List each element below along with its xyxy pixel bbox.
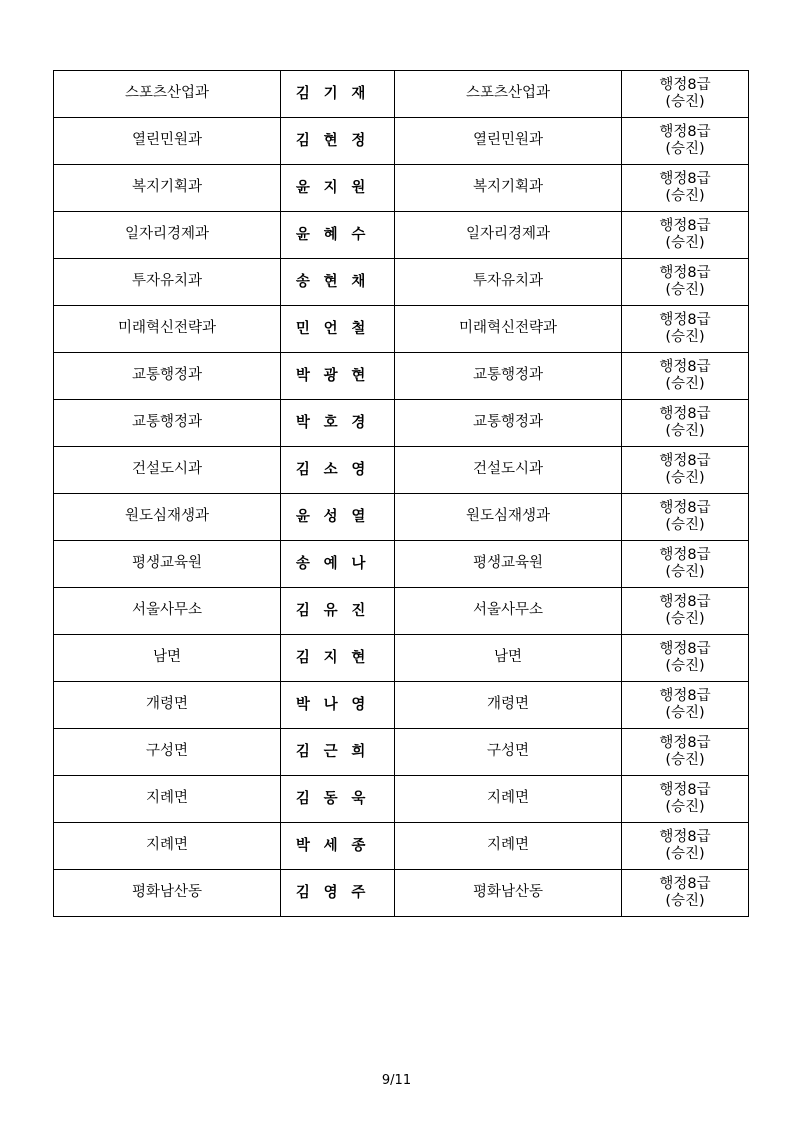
grade-cell	[622, 729, 749, 776]
new-department-cell: 평생교육원	[395, 541, 622, 588]
new-department-cell: 열린민원과	[395, 118, 622, 165]
promotion-note: (승진)	[665, 705, 705, 721]
table-row	[54, 776, 749, 823]
current-department-cell: 투자유치과	[54, 259, 281, 306]
promotion-note: (승진)	[665, 752, 705, 768]
current-department-cell: 평생교육원	[54, 541, 281, 588]
new-department-cell: 교통행정과	[395, 353, 622, 400]
promotion-note: (승진)	[665, 423, 705, 439]
grade-cell	[622, 541, 749, 588]
grade-cell	[622, 353, 749, 400]
employee-name-cell: 박광현	[281, 353, 395, 400]
new-department-cell: 서울사무소	[395, 588, 622, 635]
current-department-cell: 평화남산동	[54, 870, 281, 917]
employee-name-cell: 송현채	[281, 259, 395, 306]
employee-name-cell: 민언철	[281, 306, 395, 353]
promotion-note: (승진)	[665, 329, 705, 345]
grade-cell	[622, 635, 749, 682]
grade-cell	[622, 588, 749, 635]
grade-cell	[622, 682, 749, 729]
grade-label: 행정8급	[659, 875, 711, 892]
grade-cell	[622, 823, 749, 870]
table-row	[54, 588, 749, 635]
new-department-cell: 일자리경제과	[395, 212, 622, 259]
grade-label: 행정8급	[659, 217, 711, 234]
grade-label: 행정8급	[659, 593, 711, 610]
table-row	[54, 494, 749, 541]
promotion-note: (승진)	[665, 893, 705, 909]
table-row	[54, 541, 749, 588]
promotion-note: (승진)	[665, 517, 705, 533]
current-department-cell: 지례면	[54, 823, 281, 870]
grade-cell	[622, 776, 749, 823]
promotion-note: (승진)	[665, 799, 705, 815]
new-department-cell: 건설도시과	[395, 447, 622, 494]
grade-label: 행정8급	[659, 76, 711, 93]
new-department-cell: 남면	[395, 635, 622, 682]
table-row	[54, 353, 749, 400]
grade-cell	[622, 447, 749, 494]
employee-name-cell: 박호경	[281, 400, 395, 447]
table-row	[54, 212, 749, 259]
promotion-note: (승진)	[665, 846, 705, 862]
current-department-cell: 개령면	[54, 682, 281, 729]
personnel-table	[53, 70, 749, 917]
employee-name-cell: 윤지원	[281, 165, 395, 212]
employee-name-cell: 김현정	[281, 118, 395, 165]
current-department-cell: 열린민원과	[54, 118, 281, 165]
grade-cell	[622, 306, 749, 353]
grade-cell	[622, 870, 749, 917]
grade-label: 행정8급	[659, 358, 711, 375]
current-department-cell: 건설도시과	[54, 447, 281, 494]
table-row	[54, 447, 749, 494]
current-department-cell: 서울사무소	[54, 588, 281, 635]
promotion-note: (승진)	[665, 141, 705, 157]
new-department-cell: 미래혁신전략과	[395, 306, 622, 353]
promotion-note: (승진)	[665, 94, 705, 110]
table-row	[54, 165, 749, 212]
employee-name-cell: 윤성열	[281, 494, 395, 541]
current-department-cell: 복지기획과	[54, 165, 281, 212]
personnel-table-body	[54, 71, 749, 917]
current-department-cell: 원도심재생과	[54, 494, 281, 541]
employee-name-cell: 김동욱	[281, 776, 395, 823]
grade-label: 행정8급	[659, 264, 711, 281]
employee-name-cell: 박나영	[281, 682, 395, 729]
grade-label: 행정8급	[659, 170, 711, 187]
grade-label: 행정8급	[659, 452, 711, 469]
current-department-cell: 교통행정과	[54, 353, 281, 400]
grade-label: 행정8급	[659, 499, 711, 516]
promotion-note: (승진)	[665, 611, 705, 627]
table-row	[54, 870, 749, 917]
new-department-cell: 평화남산동	[395, 870, 622, 917]
employee-name-cell: 김지현	[281, 635, 395, 682]
grade-label: 행정8급	[659, 828, 711, 845]
grade-cell	[622, 71, 749, 118]
grade-label: 행정8급	[659, 405, 711, 422]
promotion-note: (승진)	[665, 188, 705, 204]
grade-label: 행정8급	[659, 311, 711, 328]
table-row	[54, 635, 749, 682]
new-department-cell: 투자유치과	[395, 259, 622, 306]
new-department-cell: 개령면	[395, 682, 622, 729]
current-department-cell: 남면	[54, 635, 281, 682]
grade-cell	[622, 212, 749, 259]
new-department-cell: 스포츠산업과	[395, 71, 622, 118]
new-department-cell: 지례면	[395, 776, 622, 823]
current-department-cell: 교통행정과	[54, 400, 281, 447]
promotion-note: (승진)	[665, 564, 705, 580]
grade-cell	[622, 400, 749, 447]
employee-name-cell: 송예나	[281, 541, 395, 588]
grade-label: 행정8급	[659, 546, 711, 563]
table-row	[54, 823, 749, 870]
table-row	[54, 259, 749, 306]
promotion-note: (승진)	[665, 470, 705, 486]
table-row	[54, 400, 749, 447]
current-department-cell: 미래혁신전략과	[54, 306, 281, 353]
current-department-cell: 지례면	[54, 776, 281, 823]
new-department-cell: 교통행정과	[395, 400, 622, 447]
new-department-cell: 지례면	[395, 823, 622, 870]
promotion-note: (승진)	[665, 658, 705, 674]
employee-name-cell: 김근희	[281, 729, 395, 776]
current-department-cell: 구성면	[54, 729, 281, 776]
promotion-note: (승진)	[665, 282, 705, 298]
employee-name-cell: 박세종	[281, 823, 395, 870]
employee-name-cell: 김기재	[281, 71, 395, 118]
employee-name-cell: 김영주	[281, 870, 395, 917]
current-department-cell: 일자리경제과	[54, 212, 281, 259]
promotion-note: (승진)	[665, 235, 705, 251]
table-row	[54, 118, 749, 165]
grade-label: 행정8급	[659, 640, 711, 657]
table-row	[54, 729, 749, 776]
new-department-cell: 복지기획과	[395, 165, 622, 212]
promotion-note: (승진)	[665, 376, 705, 392]
page-number: 9/11	[381, 1073, 412, 1088]
grade-cell	[622, 118, 749, 165]
table-row	[54, 306, 749, 353]
grade-label: 행정8급	[659, 734, 711, 751]
grade-label: 행정8급	[659, 123, 711, 140]
grade-cell	[622, 259, 749, 306]
employee-name-cell: 김유진	[281, 588, 395, 635]
employee-name-cell: 김소영	[281, 447, 395, 494]
grade-cell	[622, 165, 749, 212]
grade-label: 행정8급	[659, 687, 711, 704]
table-row	[54, 71, 749, 118]
grade-label: 행정8급	[659, 781, 711, 798]
new-department-cell: 원도심재생과	[395, 494, 622, 541]
grade-cell	[622, 494, 749, 541]
current-department-cell: 스포츠산업과	[54, 71, 281, 118]
employee-name-cell: 윤혜수	[281, 212, 395, 259]
table-row	[54, 682, 749, 729]
new-department-cell: 구성면	[395, 729, 622, 776]
